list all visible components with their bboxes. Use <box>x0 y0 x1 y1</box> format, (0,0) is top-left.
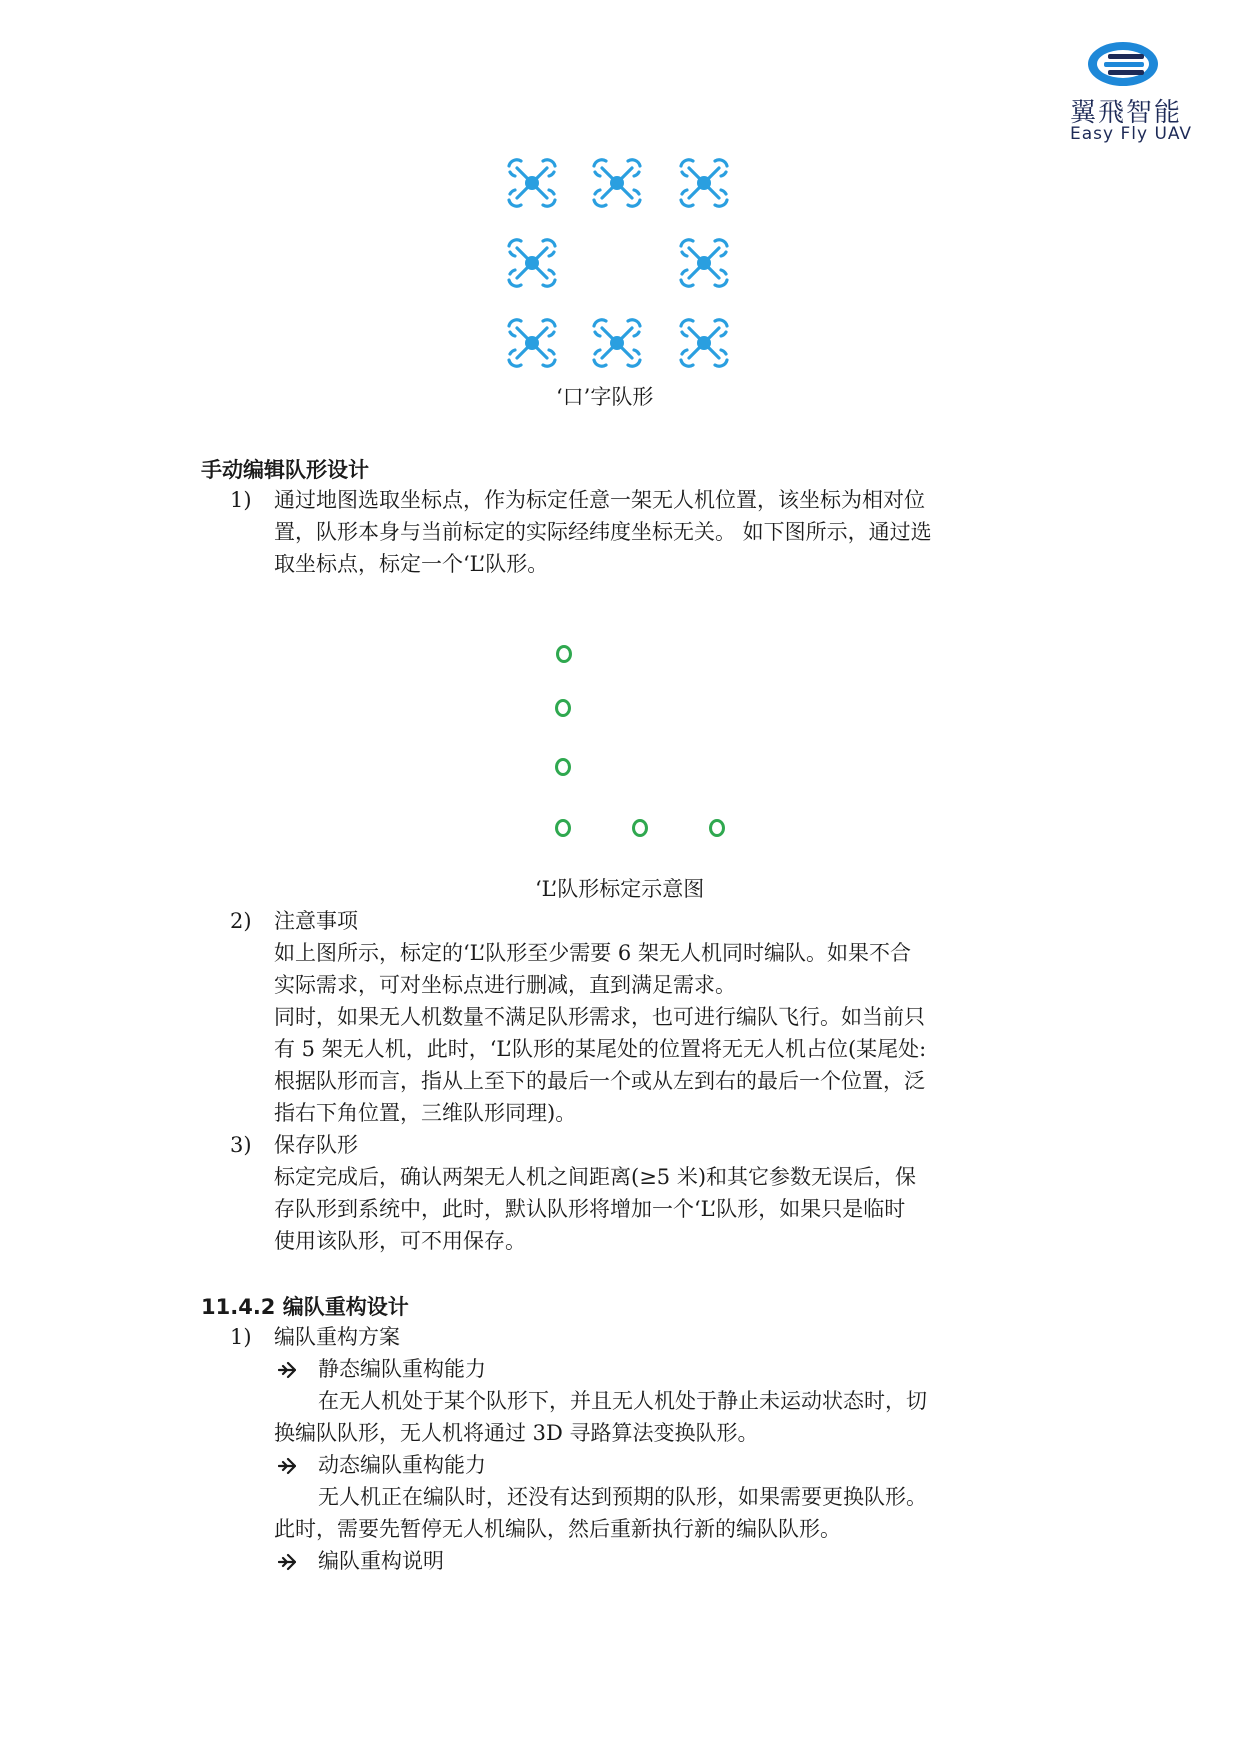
list-number: 3) <box>230 1133 252 1157</box>
bullet-title: 动态编队重构能力 <box>318 1453 486 1477</box>
waypoint-marker <box>709 819 725 837</box>
text-line: 有 5 架无人机，此时，‘L’队形的某尾处的位置将无无人机占位(某尾处: <box>274 1037 927 1061</box>
text-line: 存队形到系统中，此时，默认队形将增加一个‘L’队形，如果只是临时 <box>274 1197 906 1221</box>
text-line: 置，队形本身与当前标定的实际经纬度坐标无关。 如下图所示，通过选 <box>274 520 932 544</box>
list-number: 2) <box>230 909 252 933</box>
text-line: 取坐标点，标定一个‘L’队形。 <box>274 552 549 576</box>
quadcopter-drone-icon <box>590 316 644 370</box>
text-line: 实际需求，可对坐标点进行删减，直到满足需求。 <box>274 973 736 997</box>
reconfig-item-title: 编队重构方案 <box>274 1325 400 1349</box>
text-line: 指右下角位置，三维队形同理)。 <box>274 1101 577 1125</box>
item-title: 保存队形 <box>274 1133 358 1157</box>
quadcopter-drone-icon <box>505 316 559 370</box>
logo-name-cn: 翼飛智能 <box>1070 98 1183 128</box>
quadcopter-drone-icon <box>677 156 731 210</box>
item-title: 注意事项 <box>274 909 358 933</box>
waypoint-marker <box>555 758 571 776</box>
text-line: 标定完成后，确认两架无人机之间距离(≥5 米)和其它参数无误后，保 <box>274 1165 917 1189</box>
list-number: 1) <box>230 488 252 512</box>
airplane-bullet-icon <box>278 1553 296 1575</box>
bullet-title: 编队重构说明 <box>318 1549 444 1573</box>
text-line: 无人机正在编队时，还没有达到预期的队形，如果需要更换队形。 <box>318 1485 927 1509</box>
text-line: 此时，需要先暂停无人机编队，然后重新执行新的编队队形。 <box>274 1517 841 1541</box>
airplane-bullet-icon <box>278 1457 296 1479</box>
text-line: 使用该队形，可不用保存。 <box>274 1229 526 1253</box>
section-heading-reconfig: 11.4.2 编队重构设计 <box>201 1295 409 1319</box>
figure1-caption: ‘口’字队形 <box>556 385 654 409</box>
logo-name-en: Easy Fly UAV <box>1070 124 1193 144</box>
quadcopter-drone-icon <box>505 236 559 290</box>
text-line: 在无人机处于某个队形下，并且无人机处于静止未运动状态时，切 <box>318 1389 927 1413</box>
quadcopter-drone-icon <box>677 236 731 290</box>
waypoint-marker <box>556 645 572 663</box>
waypoint-marker <box>555 819 571 837</box>
quadcopter-drone-icon <box>505 156 559 210</box>
list-number: 1) <box>230 1325 252 1349</box>
item1-text <box>274 484 932 580</box>
waypoint-marker <box>632 819 648 837</box>
text-line: 通过地图选取坐标点，作为标定任意一架无人机位置，该坐标为相对位 <box>274 488 925 512</box>
company-logo <box>1060 40 1210 150</box>
figure2-caption: ‘L’队形标定示意图 <box>535 877 705 901</box>
item2-text <box>274 905 926 1129</box>
text-line: 根据队形而言，指从上至下的最后一个或从左到右的最后一个位置，泛 <box>274 1069 925 1093</box>
text-line: 如上图所示，标定的‘L’队形至少需要 6 架无人机同时编队。如果不合 <box>274 941 911 965</box>
item3-text <box>274 1129 916 1257</box>
text-line: 同时，如果无人机数量不满足队形需求，也可进行编队飞行。如当前只 <box>274 1005 925 1029</box>
quadcopter-drone-icon <box>677 316 731 370</box>
waypoint-marker <box>555 699 571 717</box>
section-heading-manual: 手动编辑队形设计 <box>201 458 369 482</box>
quadcopter-drone-icon <box>590 156 644 210</box>
logo-mark-icon <box>1086 40 1160 88</box>
bullet-title: 静态编队重构能力 <box>318 1357 486 1381</box>
airplane-bullet-icon <box>278 1361 296 1383</box>
text-line: 换编队队形，无人机将通过 3D 寻路算法变换队形。 <box>274 1421 759 1445</box>
